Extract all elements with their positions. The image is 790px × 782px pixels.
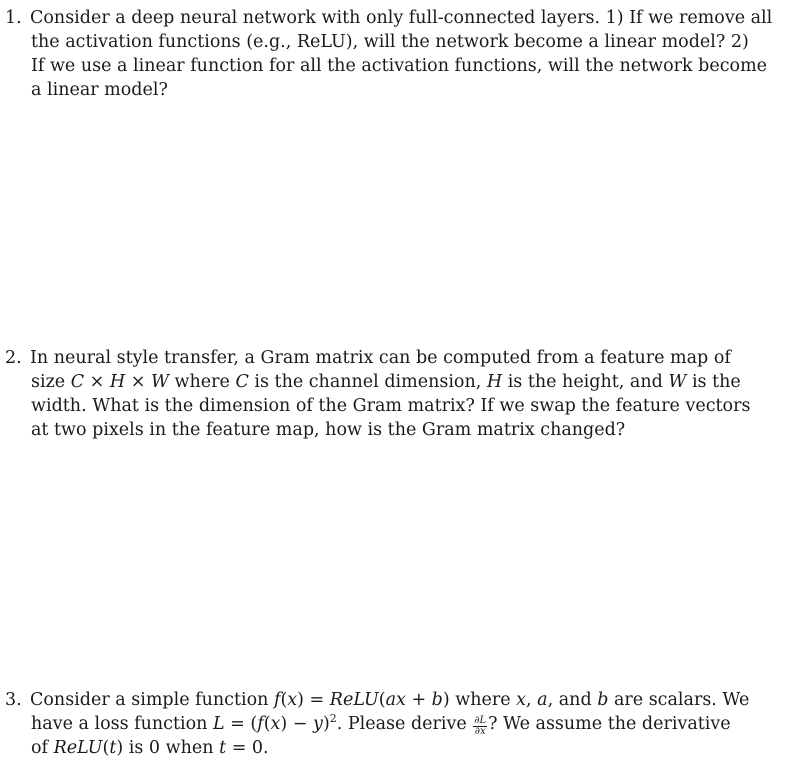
question-1-text-1: Consider a deep neural network with only full-connected layers. 1) If we remove all <box>30 8 773 28</box>
question-2-text-1: In neural style transfer, a Gram matrix can be computed from a feature map of <box>30 348 731 368</box>
question-1-line-4: a linear model? <box>31 80 168 100</box>
question-2-number: 2. <box>5 348 22 368</box>
question-2-line-1 <box>5 346 731 370</box>
question-1-number: 1. <box>5 8 22 28</box>
question-2-line-3: width. What is the dimension of the Gram matrix? If we swap the feature vectors <box>31 396 751 416</box>
question-1-line-1 <box>5 6 772 30</box>
question-2-line-4: at two pixels in the feature map, how is the Gram matrix changed? <box>31 420 626 440</box>
question-3-line-1: 3. Consider a simple function f(x) = ReLU(ax + b) where x, a, and b are scalars. We <box>5 690 750 710</box>
question-3-line-3: of ReLU(t) is 0 when t = 0. <box>31 738 269 758</box>
partial-derivative-fraction: $\frac{\partial L}{\partial x}$ <box>474 715 487 737</box>
question-3-number: 3. <box>5 690 22 710</box>
question-1-line-3: If we use a linear function for all the activation functions, will the network become <box>31 56 768 76</box>
question-3-line-2: have a loss function $L = (f(x) - y)^2$. Please derive $\frac{\partial L}{\partial x}$ ? We assume the derivative <box>31 712 731 737</box>
question-2-line-2: size C × H × W where C is the channel dimension, H is the height, and W is the <box>31 372 741 392</box>
question-1-line-2: the activation functions (e.g., ReLU), will the network become a linear model? 2) <box>31 32 749 52</box>
